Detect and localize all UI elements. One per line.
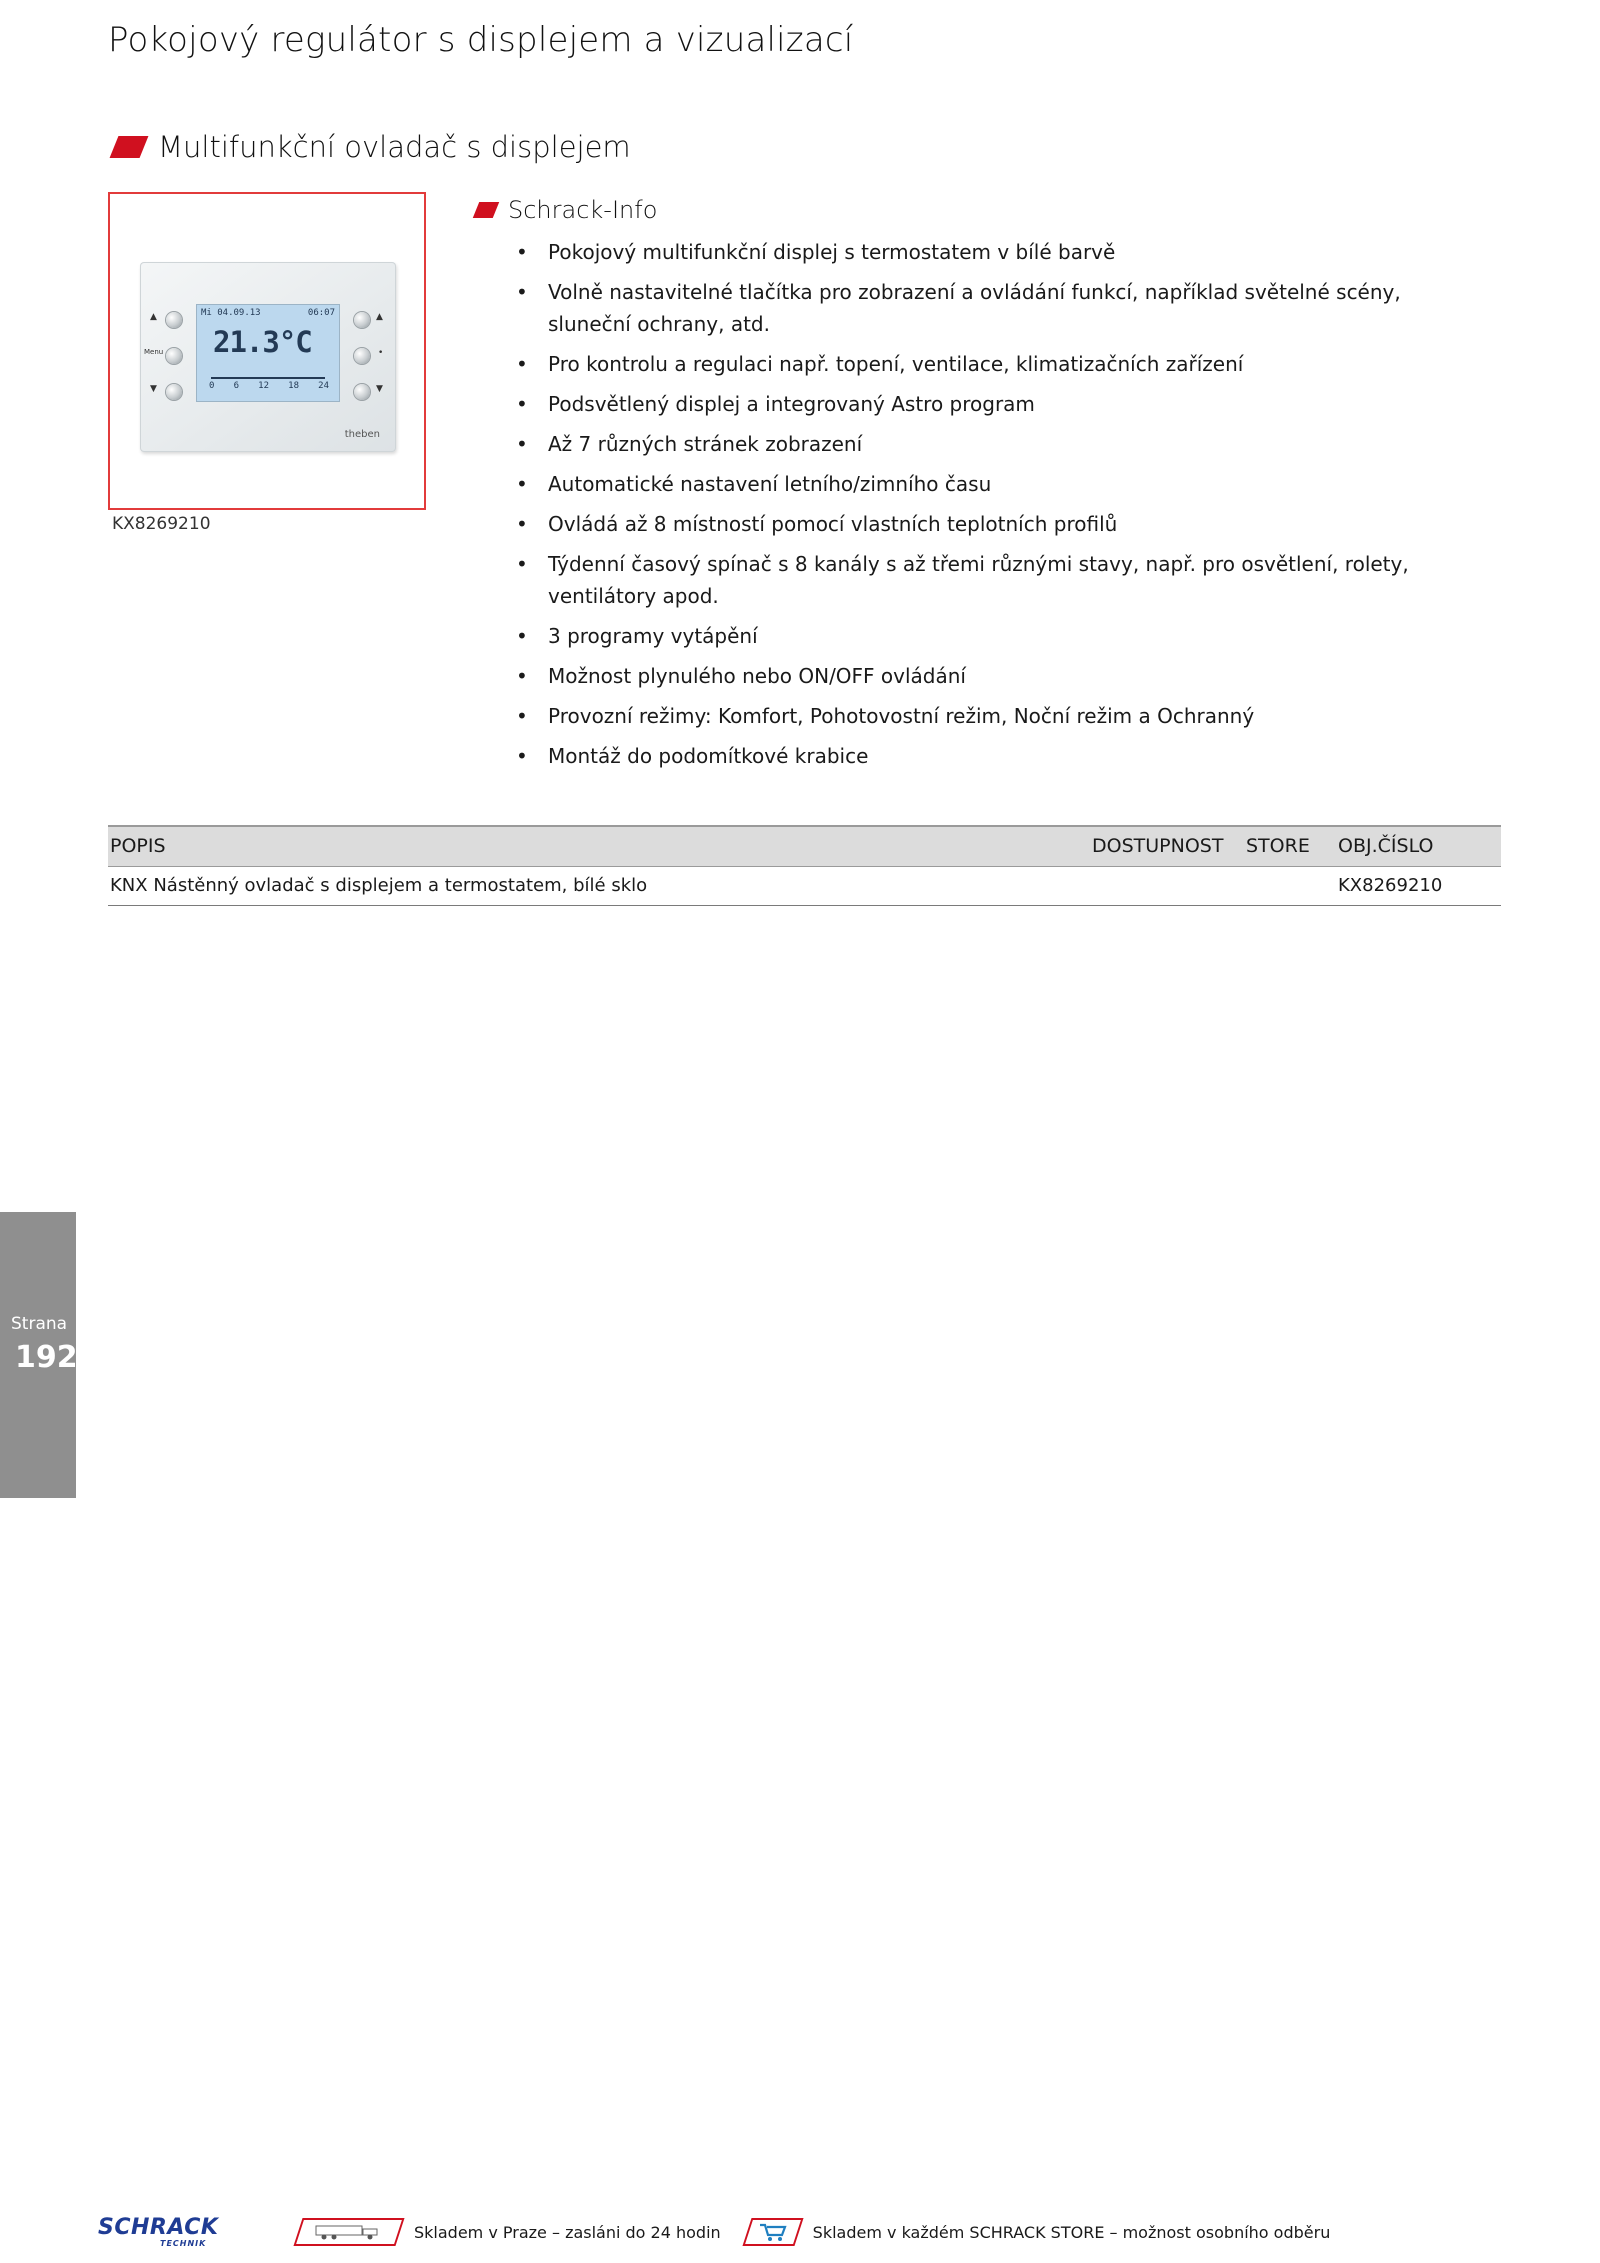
header-popis: POPIS — [110, 835, 166, 857]
table-row — [108, 867, 1501, 906]
cell-obj: KX8269210 — [1338, 875, 1443, 896]
truck-badge — [293, 2218, 404, 2246]
arrow-up-right-icon: ▲ — [376, 312, 383, 322]
logo-sub: TECHNIK — [160, 2238, 207, 2248]
header-dostupnost: DOSTUPNOST — [1092, 835, 1224, 857]
product-image-code: KX8269210 — [112, 514, 211, 534]
info-heading-text: Schrack-Info — [508, 196, 658, 224]
device-button-right-top — [354, 312, 370, 328]
cart-icon — [758, 2222, 788, 2242]
device-brand: theben — [344, 429, 380, 440]
list-item: • Možnost plynulého nebo ON/OFF ovládání — [516, 660, 1476, 692]
list-item: • Provozní režimy: Komfort, Pohotovostní režim, Noční režim a Ochranný — [516, 700, 1476, 732]
page-label: Strana — [11, 1314, 68, 1334]
product-table — [108, 825, 1501, 906]
list-item: • Až 7 různých stránek zobrazení — [516, 428, 1476, 460]
page-side-tab — [0, 1212, 76, 1498]
thermostat-device-image — [140, 262, 396, 452]
feature-list — [516, 236, 1476, 780]
arrow-up-icon: ▲ — [150, 312, 157, 322]
schrack-logo — [98, 2215, 238, 2249]
truck-icon — [314, 2223, 384, 2241]
section-heading — [108, 130, 631, 164]
lcd-tick: 0 — [209, 381, 215, 391]
lcd-tick: 6 — [233, 381, 239, 391]
device-lcd — [196, 304, 340, 402]
store-text: Skladem v každém SCHRACK STORE – možnost osobního odběru — [812, 2222, 1331, 2242]
red-flag-icon — [110, 136, 149, 158]
product-image-frame — [108, 192, 426, 510]
lcd-temperature: 21.3°C — [213, 325, 312, 359]
dot-icon: • — [378, 348, 384, 358]
device-button-left-bottom — [166, 384, 182, 400]
arrow-down-icon: ▼ — [150, 384, 157, 394]
lcd-date: Mi 04.09.13 — [201, 308, 261, 318]
list-item: • Volně nastavitelné tlačítka pro zobrazení a ovládání funkcí, například světelné scény, sluneční ochrany, atd. — [516, 276, 1476, 340]
list-item: • Podsvětlený displej a integrovaný Astro program — [516, 388, 1476, 420]
arrow-down-right-icon: ▼ — [376, 384, 383, 394]
lcd-tick: 12 — [258, 381, 269, 391]
lcd-time: 06:07 — [307, 308, 335, 318]
menu-label: Menu — [144, 348, 164, 356]
lcd-tick: 18 — [288, 381, 299, 391]
device-button-right-middle — [354, 348, 370, 364]
list-item: • Pokojový multifunkční displej s termostatem v bílé barvě — [516, 236, 1476, 268]
page-number: 192 — [15, 1340, 78, 1375]
cell-popis: KNX Nástěnný ovladač s displejem a termostatem, bílé sklo — [110, 875, 648, 896]
info-heading — [472, 196, 657, 224]
lcd-ticks — [209, 381, 329, 391]
list-item: • Ovládá až 8 místností pomocí vlastních teplotních profilů — [516, 508, 1476, 540]
section-heading-text: Multifunkční ovladač s displejem — [158, 130, 631, 164]
lcd-profile-bar — [211, 377, 325, 379]
list-item: • Montáž do podomítkové krabice — [516, 740, 1476, 772]
red-flag-icon — [473, 202, 499, 218]
page-title: Pokojový regulátor s displejem a vizualizací — [108, 20, 854, 60]
table-header — [108, 825, 1501, 867]
header-store: STORE — [1246, 835, 1310, 857]
device-button-left-middle — [166, 348, 182, 364]
list-item: • Automatické nastavení letního/zimního času — [516, 468, 1476, 500]
device-button-left-top — [166, 312, 182, 328]
device-button-right-bottom — [354, 384, 370, 400]
footer — [98, 2212, 1330, 2252]
logo-main: SCHRACK — [98, 2214, 219, 2240]
lcd-tick: 24 — [318, 381, 329, 391]
list-item: • Týdenní časový spínač s 8 kanály s až třemi různými stavy, např. pro osvětlení, rolety, ventilátory apod. — [516, 548, 1476, 612]
list-item: • Pro kontrolu a regulaci např. topení, ventilace, klimatizačních zařízení — [516, 348, 1476, 380]
header-obj: OBJ.ČÍSLO — [1338, 835, 1434, 857]
truck-text: Skladem v Praze – zasláni do 24 hodin — [414, 2222, 721, 2242]
list-item: • 3 programy vytápění — [516, 620, 1476, 652]
cart-badge — [742, 2218, 803, 2246]
